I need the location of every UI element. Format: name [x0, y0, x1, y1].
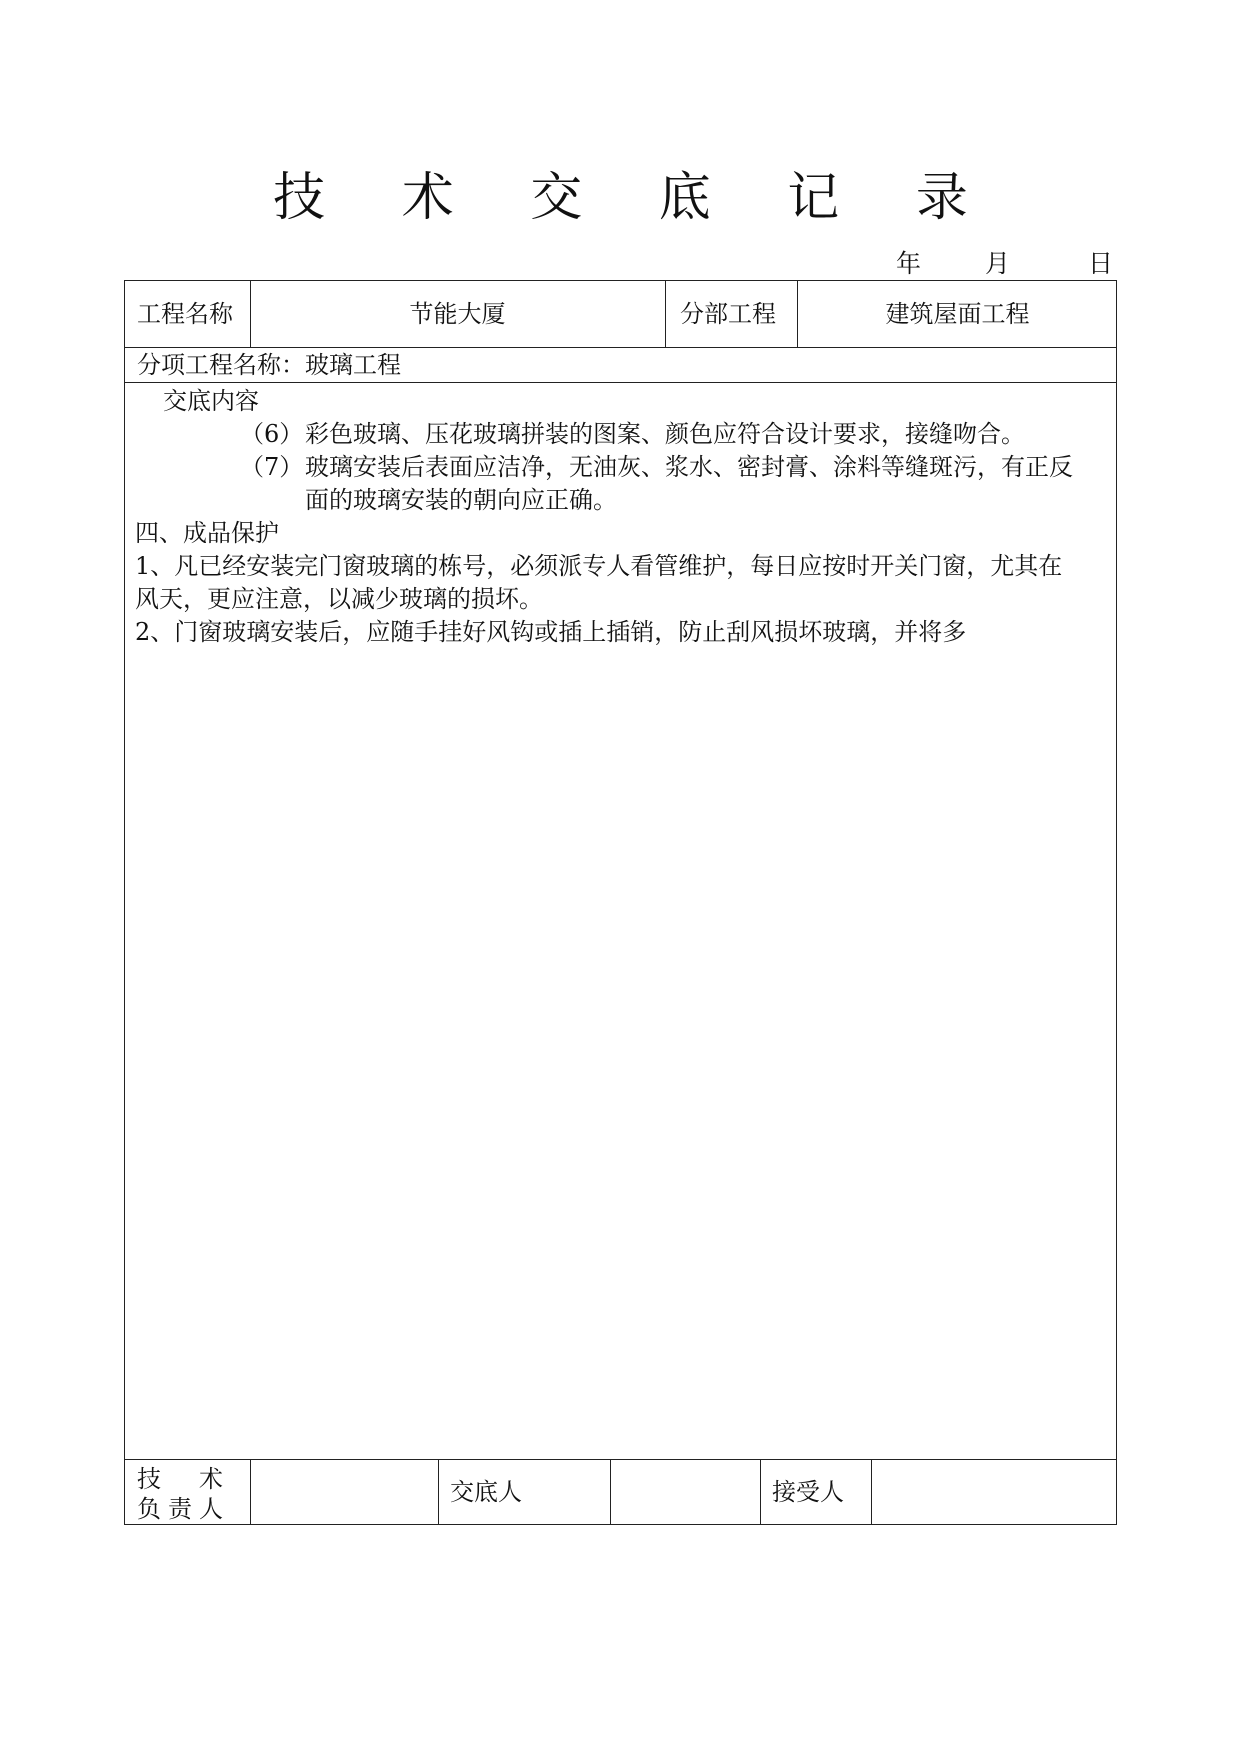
row-divider	[125, 382, 1116, 383]
receiver-signature-field[interactable]	[871, 1459, 1118, 1525]
list-item	[135, 418, 1105, 451]
section-heading: 四、成品保护	[135, 519, 279, 547]
item-text: 彩色玻璃、压花玻璃拼装的图案、颜色应符合设计要求，接缝吻合。	[305, 420, 1025, 448]
presenter-signature-field[interactable]	[610, 1459, 760, 1525]
tech-lead-char: 责	[168, 1495, 192, 1523]
date-month-label: 月	[985, 249, 1011, 278]
paragraph-line: 风天，更应注意，以减少玻璃的损坏。	[135, 585, 543, 613]
subitem-value: 玻璃工程	[305, 350, 401, 379]
tech-lead-char: 人	[199, 1495, 223, 1523]
record-form	[124, 280, 1117, 1525]
division-value: 建筑屋面工程	[885, 300, 1030, 328]
project-name-label: 工程名称	[137, 300, 233, 328]
presenter-label: 交底人	[450, 1478, 522, 1506]
project-name-value: 节能大厦	[409, 300, 506, 328]
subitem-label: 分项工程名称：	[137, 350, 305, 379]
list-item	[135, 451, 1105, 484]
tech-lead-char: 负	[137, 1495, 161, 1523]
item-continuation: 面的玻璃安装的朝向应正确。	[305, 486, 617, 514]
tech-lead-label	[137, 1464, 237, 1524]
paragraph-line: 2、门窗玻璃安装后，应随手挂好风钩或插上插销，防止刮风损坏玻璃，并将多	[135, 618, 967, 646]
division-label: 分部工程	[680, 300, 776, 328]
document-title: 技 术 交 底 记 录	[273, 168, 998, 228]
col-divider	[438, 1459, 439, 1525]
item-number: （7）	[240, 453, 304, 481]
item-number: （6）	[240, 420, 304, 448]
receiver-label: 接受人	[772, 1478, 844, 1506]
col-divider	[665, 281, 666, 347]
tech-lead-signature-field[interactable]	[250, 1459, 438, 1525]
tech-lead-char: 术	[199, 1465, 223, 1493]
content-heading: 交底内容	[163, 387, 259, 415]
date-day-label: 日	[1088, 249, 1114, 278]
item-text: 玻璃安装后表面应洁净，无油灰、浆水、密封膏、涂料等缝斑污，有正反	[305, 453, 1073, 481]
briefing-content	[135, 385, 1105, 649]
tech-lead-char: 技	[137, 1465, 161, 1493]
col-divider	[760, 1459, 761, 1525]
date-year-label: 年	[896, 249, 922, 278]
paragraph-line: 1、凡已经安装完门窗玻璃的栋号，必须派专人看管维护，每日应按时开关门窗，尤其在	[135, 552, 1063, 580]
subitem-row	[137, 347, 1107, 382]
